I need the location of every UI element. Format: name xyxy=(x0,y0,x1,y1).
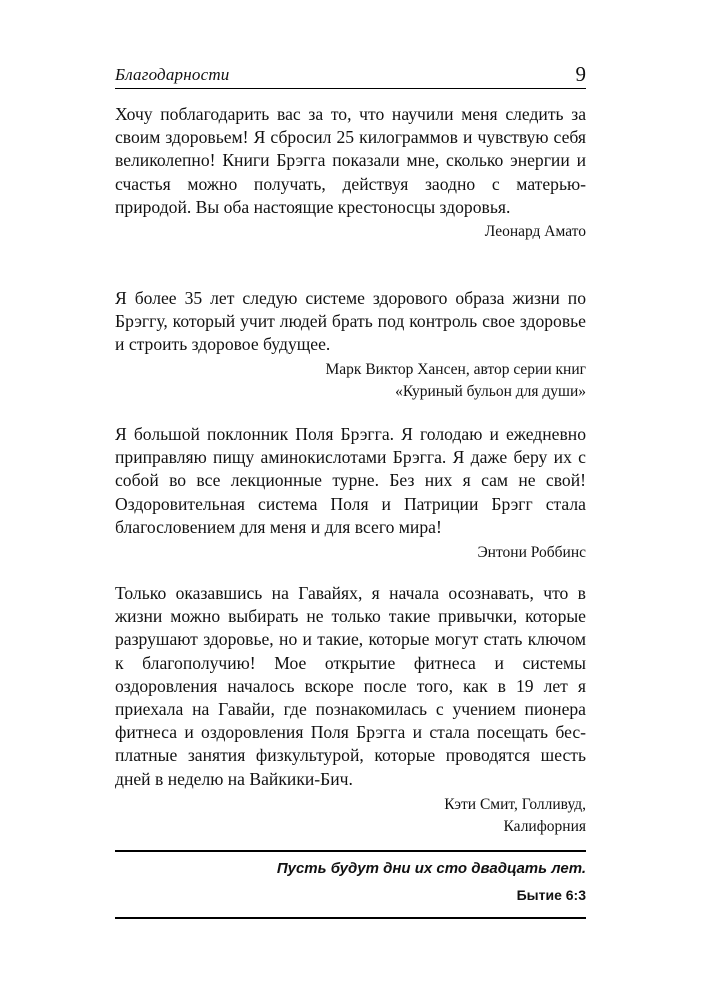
testimonial-author: Леонард Амато xyxy=(484,223,586,241)
epigraph-top-rule xyxy=(115,850,586,852)
testimonial-author-note: «Куриный бульон для души» xyxy=(395,382,586,400)
testimonial xyxy=(115,423,586,564)
testimonial xyxy=(115,103,586,243)
testimonial-author: Энтони Роббинс xyxy=(477,544,586,562)
running-header xyxy=(115,62,586,89)
epigraph-source: Бытие 6:3 xyxy=(516,887,586,903)
testimonial-text: Я большой поклонник Поля Брэгга. Я голодаю и ежедневно приправляю пищу аминокислотами Брэгга. Я даже беру их с собой во все лекционные турне. Без них я сам не свой! Оздоровительная система Поля и Патриции Брэгг стала благословением для меня и для всего мира! xyxy=(115,424,586,537)
testimonial-author: Марк Виктор Хансен, автор серии книг xyxy=(325,360,586,378)
testimonial-text: Я более 35 лет следую системе здорового образа жизни по Брэггу, который учит людей брать под контроль свое здоровье и строить здоровое будущее. xyxy=(115,288,586,355)
testimonial-text: Хочу поблагодарить вас за то, что научили меня следить за своим здоровьем! Я сбросил 25 килограммов и чувствую себя великолепно! Книги Брэгга показали мне, сколько энергии и счастья можно получать, действуя заодно с матерью-природой. Вы оба настоящие крестоносцы здоровья. xyxy=(115,104,586,217)
testimonial-author-location: Калифорния xyxy=(503,817,586,835)
testimonial xyxy=(115,582,586,838)
epigraph-text: Пусть будут дни их сто двадцать лет. xyxy=(276,860,586,877)
testimonial xyxy=(115,287,586,403)
section-title: Благодарности xyxy=(115,65,230,84)
epigraph-bottom-rule xyxy=(115,917,586,919)
page-number: 9 xyxy=(575,62,586,86)
testimonial-text: Только оказавшись на Гавайях, я начала осознавать, что в жизни можно выбирать не только такие привычки, которые разрушают здоровье, но и такие, которые могут стать ключом к благополучию! Мое открытие фитнеса и системы оздоровления началось вскоре после того, как в 19 лет я приехала на Гавайи, где познакомилась с учением пионера фитнеса и оздоровления Поля Брэгга и стала посещать бесплатные занятия физкультурой, которые проводятся шесть дней в неделю на Вайкики-Бич. xyxy=(115,583,586,789)
testimonial-author: Кэти Смит, Голливуд, xyxy=(444,795,586,813)
